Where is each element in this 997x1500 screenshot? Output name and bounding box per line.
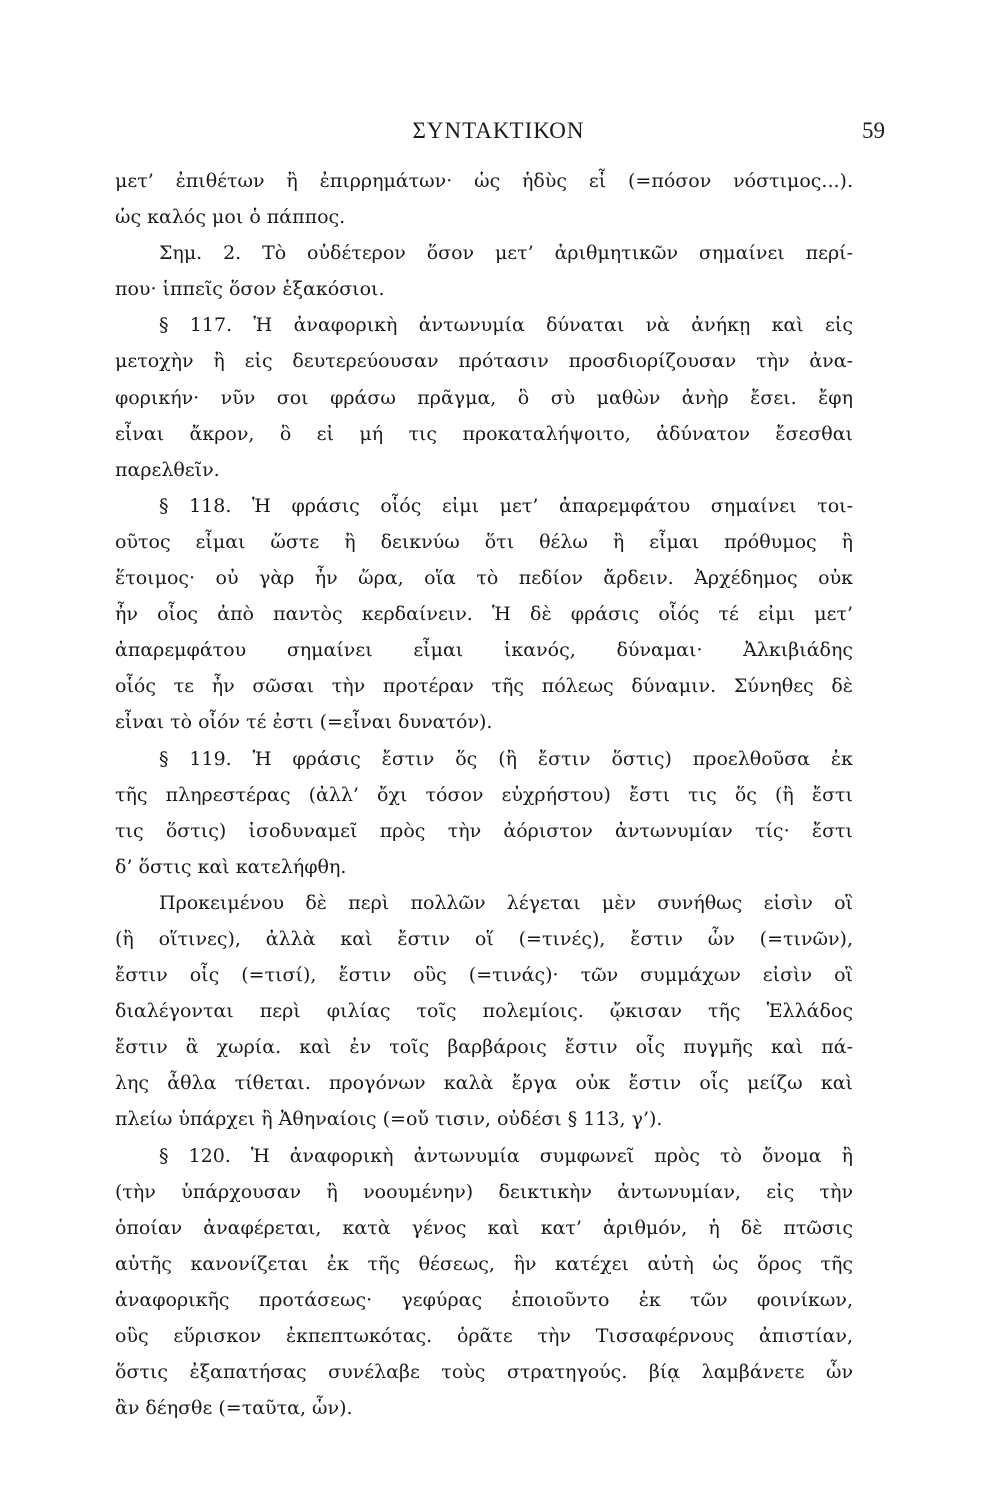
text-line: ἂν δέησθε (=ταῦτα, ὧν). bbox=[115, 1397, 353, 1420]
text-line: ἦν οἷος ἀπὸ παντὸς κερδαίνειν. Ἡ δὲ φράσις οἷός τέ εἰμι μετ’ bbox=[115, 603, 853, 626]
text-line: δ’ ὅστις καὶ κατελήφθη. bbox=[115, 855, 347, 878]
text-line: μετοχὴν ἢ εἰς δευτερεύουσαν πρότασιν προσδιορίζουσαν τὴν ἀνα- bbox=[115, 350, 853, 373]
body-text bbox=[115, 163, 853, 1426]
section-119-start: § 119. Ἡ φράσις ἔστιν ὅς (ἢ ἔστιν ὅστις) προελθοῦσα ἐκ bbox=[159, 747, 853, 770]
text-line: που· ἱππεῖς ὅσον ἑξακόσιοι. bbox=[115, 278, 385, 301]
text-line: (ἢ οἵτινες), ἀλλὰ καὶ ἔστιν οἵ (=τινές), ἔστιν ὧν (=τινῶν), bbox=[115, 927, 853, 950]
text-line: αὐτῆς κανονίζεται ἐκ τῆς θέσεως, ἣν κατέχει αὐτὴ ὡς ὅρος τῆς bbox=[115, 1252, 853, 1275]
text-line: ὅστις ἐξαπατήσας συνέλαβε τοὺς στρατηγούς. βίᾳ λαμβάνετε ὧν bbox=[115, 1361, 853, 1384]
paragraph-start: Προκειμένου δὲ περὶ πολλῶν λέγεται μὲν συνήθως εἰσὶν οἳ bbox=[159, 891, 853, 914]
text-line: (τὴν ὑπάρχουσαν ἢ νοουμένην) δεικτικὴν ἀντωνυμίαν, εἰς τὴν bbox=[115, 1180, 853, 1203]
text-line: διαλέγονται περὶ φιλίας τοῖς πολεμίοις. ᾤκισαν τῆς Ἑλλάδος bbox=[115, 1000, 853, 1023]
text-line: ἔστιν οἷς (=τισί), ἔστιν οὓς (=τινάς)· τῶν συμμάχων εἰσὶν οἳ bbox=[115, 964, 853, 987]
text-line: ἀναφορικῆς προτάσεως· γεφύρας ἐποιοῦντο ἐκ τῶν φοινίκων, bbox=[115, 1288, 853, 1311]
text-line: ὡς καλός μοι ὁ πάππος. bbox=[115, 206, 346, 229]
text-line: μετ’ ἐπιθέτων ἢ ἐπιρρημάτων· ὡς ἡδὺς εἶ (=πόσον νόστιμος...). bbox=[115, 170, 853, 192]
text-line: ὁποίαν ἀναφέρεται, κατὰ γένος καὶ κατ’ ἀριθμόν, ἡ δὲ πτῶσις bbox=[115, 1216, 853, 1239]
text-line: ἕτοιμος· οὐ γὰρ ἦν ὥρα, οἵα τὸ πεδίον ἄρδειν. Ἀρχέδημος οὐκ bbox=[115, 567, 853, 590]
note-line: Σημ. 2. Τὸ οὐδέτερον ὅσον μετ’ ἀριθμητικῶν σημαίνει περί- bbox=[159, 242, 853, 265]
section-118-start: § 118. Ἡ φράσις οἷός εἰμι μετ’ ἀπαρεμφάτου σημαίνει τοι- bbox=[159, 494, 853, 517]
text-line: πλείω ὑπάρχει ἢ Ἀθηναίοις (=οὔ τισιν, οὐδέσι § 113, γ’). bbox=[115, 1108, 663, 1131]
section-120-start: § 120. Ἡ ἀναφορικὴ ἀντωνυμία συμφωνεῖ πρὸς τὸ ὄνομα ἢ bbox=[159, 1144, 853, 1167]
page-number: 59 bbox=[862, 118, 885, 143]
text-line: ἀπαρεμφάτου σημαίνει εἶμαι ἱκανός, δύναμαι· Ἀλκιβιάδης bbox=[115, 639, 853, 662]
text-line: παρελθεῖν. bbox=[115, 458, 220, 481]
running-title: ΣΥΝΤΑΚΤΙΚΟΝ bbox=[412, 118, 585, 143]
text-line: φορικήν· νῦν σοι φράσω πρᾶγμα, ὃ σὺ μαθὼν ἀνὴρ ἔσει. ἔφη bbox=[115, 386, 853, 409]
text-line: οὓς εὕρισκον ἐκπεπτωκότας. ὁρᾶτε τὴν Τισσαφέρνους ἀπιστίαν, bbox=[115, 1325, 853, 1347]
section-117-start: § 117. Ἡ ἀναφορικὴ ἀντωνυμία δύναται νὰ ἀνήκῃ καὶ εἰς bbox=[159, 314, 853, 337]
text-line: ἔστιν ἃ χωρία. καὶ ἐν τοῖς βαρβάροις ἔστιν οἷς πυγμῆς καὶ πά- bbox=[115, 1036, 853, 1059]
text-line: οἷός τε ἦν σῶσαι τὴν προτέραν τῆς πόλεως δύναμιν. Σύνηθες δὲ bbox=[115, 675, 853, 698]
text-line: οῦτος εἶμαι ὥστε ἢ δεικνύω ὅτι θέλω ἢ εἶμαι πρόθυμος ἢ bbox=[115, 530, 853, 553]
text-line: εἶναι ἄκρον, ὃ εἰ μή τις προκαταλήψοιτο, ἀδύνατον ἔσεσθαι bbox=[115, 422, 853, 445]
text-line: λης ἆθλα τίθεται. προγόνων καλὰ ἔργα οὐκ ἔστιν οἷς μείζω καὶ bbox=[115, 1072, 853, 1095]
text-line: τῆς πληρεστέρας (ἀλλ’ ὄχι τόσον εὐχρήστου) ἔστι τις ὅς (ἢ ἔστι bbox=[115, 783, 853, 806]
text-line: εἶναι τὸ οἷόν τέ ἐστι (=εἶναι δυνατόν). bbox=[115, 711, 493, 734]
text-line: τις ὅστις) ἰσοδυναμεῖ πρὸς τὴν ἀόριστον ἀντωνυμίαν τίς· ἔστι bbox=[115, 819, 853, 842]
